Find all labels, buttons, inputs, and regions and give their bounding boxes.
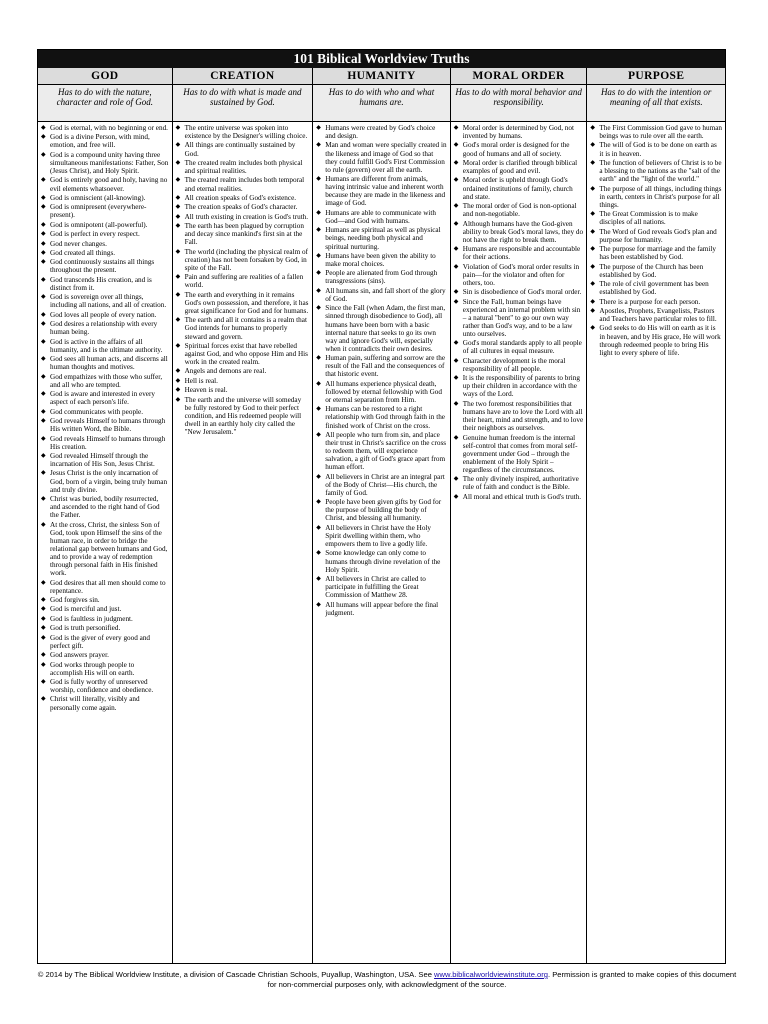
truth-item: ◆ God continuously sustains all things throughout the present. [41, 258, 169, 274]
truth-item: ◆ God is a divine Person, with mind, emotion, and free will. [41, 133, 169, 149]
footer-text-end: . Permission is granted to make copies of this document for non-commercial purposes only, with acknowledgment of the source. [267, 970, 737, 989]
truth-item: ◆ Although humans have the God-given ability to break God's moral laws, they do not have the right to break them. [454, 220, 584, 244]
worldview-chart [37, 49, 726, 964]
truth-list [316, 124, 447, 617]
truth-item: ◆ God seeks to do His will on earth as it is in heaven, and by His grace, He will work through redeemed people to bring His light to every sphere of life. [590, 324, 722, 356]
column-humanity [313, 68, 451, 963]
truth-item: ◆ Humans can be restored to a right relationship with God through faith in the finished work of Christ on the cross. [316, 405, 447, 429]
column-purpose [587, 68, 725, 963]
truth-item: ◆ God works through people to accomplish His will on earth. [41, 661, 169, 677]
truth-item: ◆ All believers in Christ are called to participate in fulfilling the Great Commission of Matthew 28. [316, 575, 447, 599]
truth-item: ◆ Moral order is clarified through biblical examples of good and evil. [454, 159, 584, 175]
truth-item: ◆ Since the Fall, human beings have experienced an internal problem with sin – a natural "bent" to go our own way rather than God's way, and to be a law unto ourselves. [454, 298, 584, 338]
truth-item: ◆ People have been given gifts by God for the purpose of building the body of Christ, and blessing all humanity. [316, 498, 447, 522]
truth-item: ◆ All believers in Christ are an integral part of the Body of Christ—His church, the family of God. [316, 473, 447, 497]
truth-list [41, 124, 169, 712]
truth-item: ◆ The two foremost responsibilities that humans have are to love the Lord with all their heart, mind and strength, and to love their neighbors as ourselves. [454, 400, 584, 432]
truth-item: ◆ Spiritual forces exist that have rebelled against God, and who oppose Him and His work in the created realm. [176, 342, 310, 366]
truth-item: ◆ Jesus Christ is the only incarnation of God, born of a virgin, being truly human and truly divine. [41, 469, 169, 493]
truth-item: ◆ God is truth personified. [41, 624, 169, 632]
truth-list [590, 124, 722, 357]
truth-item: ◆ The purpose for marriage and the family has been established by God. [590, 245, 722, 261]
truth-item: ◆ God is omniscient (all-knowing). [41, 194, 169, 202]
page-title: 101 Biblical Worldview Truths [38, 50, 725, 68]
truth-item: ◆ Angels and demons are real. [176, 367, 310, 375]
truth-item: ◆ God created all things. [41, 249, 169, 257]
column-description: Has to do with what is made and sustained by God. [173, 85, 313, 122]
truth-item: ◆ People are alienated from God through transgressions (sins). [316, 269, 447, 285]
truth-item: ◆ Violation of God's moral order results in pain—for the violator and often for others, too. [454, 263, 584, 287]
truth-item: ◆ Humans were created by God's choice and design. [316, 124, 447, 140]
columns-container [38, 68, 725, 963]
copyright-footer [37, 970, 737, 990]
truth-item: ◆ All humans experience physical death, followed by eternal fellowship with God or eternal separation from Him. [316, 380, 447, 404]
truth-item: ◆ God is fully worthy of unreserved worship, confidence and obedience. [41, 678, 169, 694]
column-creation [173, 68, 314, 963]
truth-item: ◆ God sees all human acts, and discerns all human thoughts and motives. [41, 355, 169, 371]
truth-item: ◆ God desires that all men should come to repentance. [41, 579, 169, 595]
truth-item: ◆ God is faultless in judgment. [41, 615, 169, 623]
truth-item: ◆ The Word of God reveals God's plan and purpose for humanity. [590, 228, 722, 244]
truth-item: ◆ God reveals Himself to humans through His written Word, the Bible. [41, 417, 169, 433]
truth-item: ◆ Apostles, Prophets, Evangelists, Pastors and Teachers have particular roles to fill. [590, 307, 722, 323]
truth-item: ◆ God transcends His creation, and is distinct from it. [41, 276, 169, 292]
truth-item: ◆ There is a purpose for each person. [590, 298, 722, 306]
truth-item: ◆ God is omnipotent (all-powerful). [41, 221, 169, 229]
truth-item: ◆ All humans will appear before the final judgment. [316, 601, 447, 617]
truth-item: ◆ All believers in Christ have the Holy Spirit dwelling within them, who empowers them to live a godly life. [316, 524, 447, 548]
truth-item: ◆ God revealed Himself through the incarnation of His Son, Jesus Christ. [41, 452, 169, 468]
truth-item: ◆ God loves all people of every nation. [41, 311, 169, 319]
truth-item: ◆ Humans are responsible and accountable for their actions. [454, 245, 584, 261]
truth-item: ◆ At the cross, Christ, the sinless Son of God, took upon Himself the sins of the human race, in order to bridge the relational gap between humans and God, and to provide a way of redemption through personal faith in His finished work. [41, 521, 169, 578]
truth-item: ◆ Christ will literally, visibly and personally come again. [41, 695, 169, 711]
truth-item: ◆ God is active in the affairs of all humanity, and is the ultimate authority. [41, 338, 169, 354]
column-heading: PURPOSE [587, 68, 725, 85]
truth-item: ◆ God is merciful and just. [41, 605, 169, 613]
column-moral-order [451, 68, 588, 963]
truth-item: ◆ Humans are able to communicate with God—and God with humans. [316, 209, 447, 225]
truth-item: ◆ Some knowledge can only come to humans through divine revelation of the Holy Spirit. [316, 549, 447, 573]
website-link[interactable]: www.biblicalworldviewinstitute.org [434, 970, 548, 979]
truth-list [176, 124, 310, 436]
truth-item: ◆ Hell is real. [176, 377, 310, 385]
truth-item: ◆ Humans are spiritual as well as physical beings, needing both physical and spiritual nurturing. [316, 226, 447, 250]
truth-item: ◆ It is the responsibility of parents to bring up their children in accordance with the ways of the Lord. [454, 374, 584, 398]
truth-item: ◆ God never changes. [41, 240, 169, 248]
truth-item: ◆ God is omnipresent (everywhere-present). [41, 203, 169, 219]
truth-item: ◆ The creation speaks of God's character. [176, 203, 310, 211]
truth-item: ◆ The created realm includes both physical and spiritual realities. [176, 159, 310, 175]
footer-text: © 2014 by The Biblical Worldview Institute, a division of Cascade Christian Schools, Puyallup, Washington, USA. See [37, 970, 435, 979]
truth-list [454, 124, 584, 501]
truth-item: ◆ The will of God is to be done on earth as it is in heaven. [590, 141, 722, 157]
truth-item: ◆ All moral and ethical truth is God's truth. [454, 493, 584, 501]
column-heading: GOD [38, 68, 172, 85]
truth-item: ◆ Moral order is upheld through God's ordained institutions of family, church and state. [454, 176, 584, 200]
truth-item: ◆ Sin is disobedience of God's moral order. [454, 288, 584, 296]
truth-item: ◆ Christ was buried, bodily resurrected, and ascended to the right hand of God the Father. [41, 495, 169, 519]
truth-item: ◆ Pain and suffering are realities of a fallen world. [176, 273, 310, 289]
truth-item: ◆ All truth existing in creation is God's truth. [176, 213, 310, 221]
truth-item: ◆ God is sovereign over all things, including all nations, and all of creation. [41, 293, 169, 309]
truth-item: ◆ Heaven is real. [176, 386, 310, 394]
truth-item: ◆ The only divinely inspired, authoritative rule of faith and conduct is the Bible. [454, 475, 584, 491]
truth-item: ◆ God's moral order is designed for the good of humans and all of society. [454, 141, 584, 157]
column-description: Has to do with who and what humans are. [313, 85, 450, 122]
truth-item: ◆ God empathizes with those who suffer, and all who are tempted. [41, 373, 169, 389]
truth-item: ◆ Humans have been given the ability to make moral choices. [316, 252, 447, 268]
truth-item: ◆ The purpose of all things, including things in earth, centers in Christ's purpose for all things. [590, 185, 722, 209]
truth-item: ◆ All things are continually sustained by God. [176, 141, 310, 157]
truth-item: ◆ God forgives sin. [41, 596, 169, 604]
truth-item: ◆ God is eternal, with no beginning or end. [41, 124, 169, 132]
column-heading: CREATION [173, 68, 313, 85]
truth-item: ◆ God is entirely good and holy, having no evil elements whatsoever. [41, 176, 169, 192]
truth-item: ◆ The world (including the physical realm of creation) has not been forsaken by God, in spite of the Fall. [176, 248, 310, 272]
truth-item: ◆ The Great Commission is to make disciples of all nations. [590, 210, 722, 226]
truth-item: ◆ All humans sin, and fall short of the glory of God. [316, 287, 447, 303]
truth-item: ◆ God answers prayer. [41, 651, 169, 659]
truth-item: ◆ All people who turn from sin, and place their trust in Christ's sacrifice on the cross to redeem them, will experience salvation, a gift of God's grace apart from human effort. [316, 431, 447, 471]
truth-item: ◆ The earth and the universe will someday be fully restored by God to their perfect condition, and His redeemed people will dwell in an earthly holy city called the "New Jerusalem." [176, 396, 310, 436]
truth-item: ◆ God communicates with people. [41, 408, 169, 416]
column-god [38, 68, 173, 963]
truth-item: ◆ God reveals Himself to humans through His creation. [41, 435, 169, 451]
truth-item: ◆ Moral order is determined by God, not invented by humans. [454, 124, 584, 140]
truth-item: ◆ Man and woman were specially created in the likeness and image of God so that they could fulfill God's First Commission to rule (govern) over all the earth. [316, 141, 447, 173]
column-description: Has to do with the nature, character and role of God. [38, 85, 172, 122]
truth-item: ◆ The function of believers of Christ is to be a blessing to the nations as the "salt of the earth" and the "light of the world." [590, 159, 722, 183]
truth-item: ◆ The earth and everything in it remains God's own possession, and therefore, it has great significance for God and for humans. [176, 291, 310, 315]
column-heading: HUMANITY [313, 68, 450, 85]
truth-item: ◆ The earth has been plagued by corruption and decay since mankind's first sin at the Fall. [176, 222, 310, 246]
truth-item: ◆ God's moral standards apply to all people of all cultures in equal measure. [454, 339, 584, 355]
truth-item: ◆ All creation speaks of God's existence. [176, 194, 310, 202]
truth-item: ◆ God desires a relationship with every human being. [41, 320, 169, 336]
truth-item: ◆ The moral order of God is non-optional and non-negotiable. [454, 202, 584, 218]
truth-item: ◆ God is the giver of every good and perfect gift. [41, 634, 169, 650]
truth-item: ◆ Human pain, suffering and sorrow are the result of the Fall and the consequences of that historic event. [316, 354, 447, 378]
truth-item: ◆ The First Commission God gave to human beings was to rule over all the earth. [590, 124, 722, 140]
truth-item: ◆ The purpose of the Church has been established by God. [590, 263, 722, 279]
truth-item: ◆ God is perfect in every respect. [41, 230, 169, 238]
truth-item: ◆ Since the Fall (when Adam, the first man, sinned through disobedience to God), all humans have been born with a basic internal nature that seeks to go its own way and ignore God's will, especially when it contradicts their own desires. [316, 304, 447, 353]
truth-item: ◆ Genuine human freedom is the internal self-control that comes from moral self-government under God – through the enablement of the Holy Spirit – regardless of the circumstances. [454, 434, 584, 474]
truth-item: ◆ The entire universe was spoken into existence by the Designer's willing choice. [176, 124, 310, 140]
truth-item: ◆ The created realm includes both temporal and eternal realities. [176, 176, 310, 192]
column-description: Has to do with moral behavior and responsibility. [451, 85, 587, 122]
truth-item: ◆ God is aware and interested in every aspect of each person's life. [41, 390, 169, 406]
truth-item: ◆ Humans are different from animals, having intrinsic value and inherent worth because they are made in the likeness and image of God. [316, 175, 447, 207]
truth-item: ◆ Character development is the moral responsibility of all people. [454, 357, 584, 373]
truth-item: ◆ God is a compound unity having three simultaneous manifestations: Father, Son (Jesus Christ), and Holy Spirit. [41, 151, 169, 175]
column-heading: MORAL ORDER [451, 68, 587, 85]
truth-item: ◆ The role of civil government has been established by God. [590, 280, 722, 296]
truth-item: ◆ The earth and all it contains is a realm that God intends for humans to properly steward and govern. [176, 316, 310, 340]
column-description: Has to do with the intention or meaning of all that exists. [587, 85, 725, 122]
